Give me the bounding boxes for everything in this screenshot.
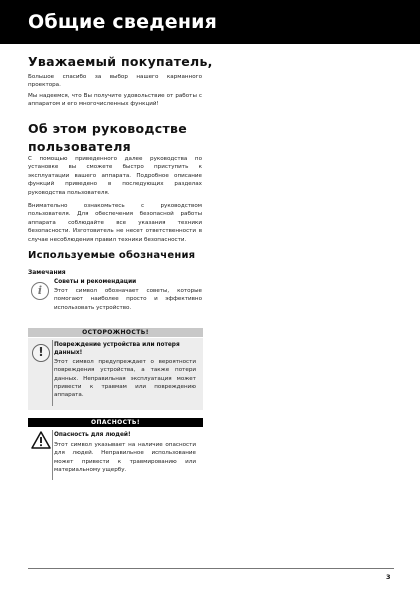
danger-divider [52,430,53,480]
note-text: Этот символ обозначает советы, которые помогают наиболее просто и эффективно использовать устройство. [54,288,202,311]
paragraph-manual-safety: Внимательно ознакомьтесь с руководством пользователя. Для обеспечения безопасной работы аппарата соблюдайте все указания техники безопасности. Изготовитель не несет ответственности в случае несоблюдения правил техники безопасности. [28,203,202,243]
caution-title: Повреждение устройства или потеря данных! [54,342,180,356]
heading-dear-customer: Уважаемый покупатель, [28,54,213,69]
note-block [28,279,203,319]
warning-triangle-icon [31,431,51,449]
caution-divider [52,340,53,406]
danger-title: Опасность для людей! [54,432,131,438]
danger-bar: ОПАСНОСТЬ! [28,418,203,427]
caution-bar: ОСТОРОЖНОСТЬ! [28,328,203,337]
note-title: Советы и рекомендации [54,279,137,285]
page-title: Общие сведения [0,0,420,44]
notes-label: Замечания [28,269,66,276]
footer-divider [28,568,394,569]
paragraph-hope: Мы надеемся, что Вы получите удовольствие от работы с аппаратом и его многочисленных функций! [28,93,202,108]
info-icon: i [31,282,49,300]
danger-panel [28,428,203,482]
heading-symbols: Используемые обозначения [28,250,196,261]
danger-text: Этот символ указывает на наличие опасности для людей. Неправильное использование может привести к травмированию или материальному ущербу. [54,442,196,473]
paragraph-thanks: Большое спасибо за выбор нашего карманного проектора. [28,74,202,89]
exclamation-icon: ! [32,344,50,362]
paragraph-manual-intro: С помощью приведенного далее руководства по установке вы сможете быстро приступить к эксплуатации вашего аппарата. Подробное описание функций приведено в последующих разделах руководства пользователя. [28,156,202,196]
page-number: 3 [386,573,391,581]
caution-panel [28,338,203,410]
heading-about-manual: Об этом руководстве пользователя [28,121,188,154]
caution-text: Этот символ предупреждает о вероятности повреждения устройства, а также потери данных. Неправильная эксплуатация может привести к травмам или повреждению аппарата. [54,359,196,399]
